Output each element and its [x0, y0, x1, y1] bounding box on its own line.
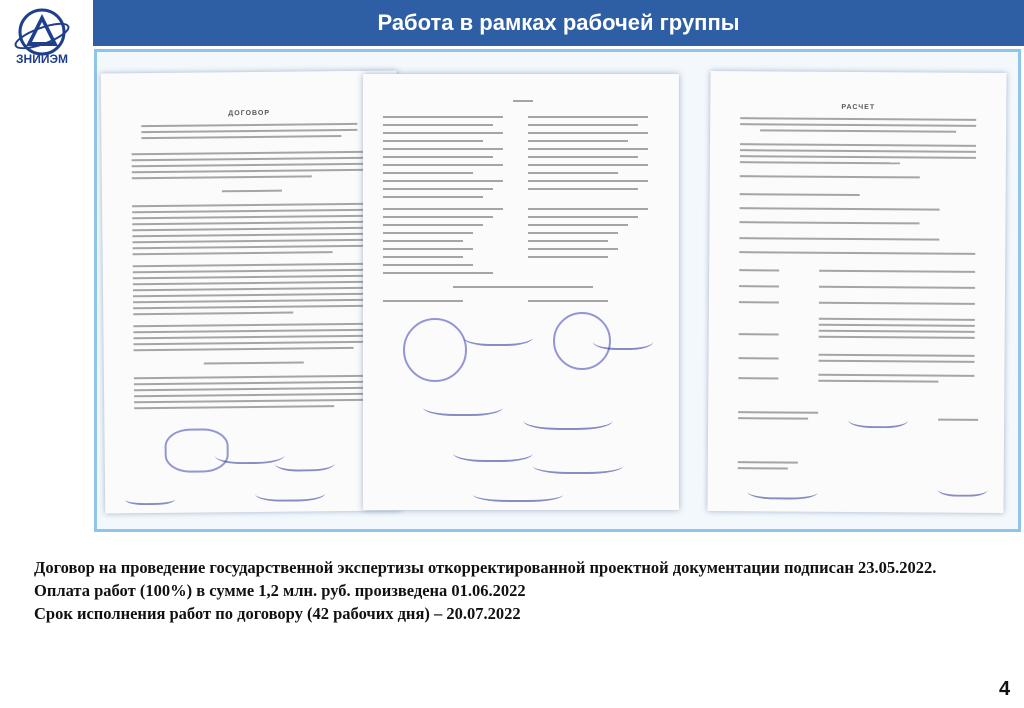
logo-text: ЗНИИЭМ [16, 52, 68, 66]
page-title: Работа в рамках рабочей группы [377, 10, 740, 35]
title-bar [93, 0, 1024, 46]
page-number: 4 [999, 678, 1011, 700]
deadline-text: Срок исполнения работ по договору (42 рабочих дня) – 20.07.2022 [34, 604, 521, 623]
document-calculation [707, 71, 1006, 513]
summary-text [24, 556, 1000, 625]
documents-frame [94, 49, 1021, 532]
contract-signed-text: Договор на проведение государственной экспертизы откорректированной проектной документации подписан 23.05.2022. [34, 558, 937, 577]
document-heading: РАСЧЕТ [841, 103, 876, 112]
document-heading: ДОГОВОР [228, 109, 271, 118]
document-contract [101, 70, 402, 513]
document-requisites [363, 74, 679, 510]
payment-text: Оплата работ (100%) в сумме 1,2 млн. руб. произведена 01.06.2022 [34, 581, 526, 600]
